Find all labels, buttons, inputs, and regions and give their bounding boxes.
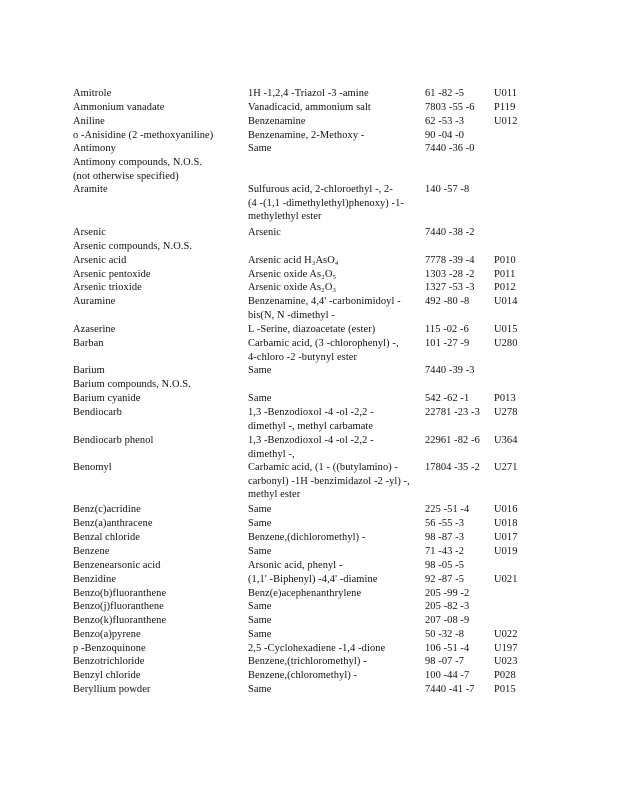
chemical-synonym-line: Same	[248, 504, 272, 515]
waste-code: U019	[494, 546, 518, 557]
substance-name	[73, 559, 161, 573]
cas-number: 101 -27 -9	[425, 338, 470, 349]
substance-name-line: Barium cyanide	[73, 393, 141, 404]
substance-name-line: Benzo(b)fluoranthene	[73, 588, 167, 599]
substance-name	[73, 434, 153, 448]
substance-name	[73, 295, 115, 309]
chemical-synonym-line: Arsenic oxide As₂O₃	[248, 282, 337, 293]
chemical-synonym	[248, 669, 357, 683]
chemical-synonym	[248, 101, 371, 115]
substance-name-line: Arsenic compounds, N.O.S.	[73, 241, 193, 252]
substance-name	[73, 268, 151, 282]
substance-name-line: Benzenearsonic acid	[73, 560, 161, 571]
substance-name-line: Aramite	[73, 184, 108, 195]
substance-name-line: Beryllium powder	[73, 684, 151, 695]
chemical-synonym	[248, 434, 374, 461]
cas-number: 1303 -28 -2	[425, 269, 475, 280]
cas-number: 22781 -23 -3	[425, 407, 480, 418]
waste-code: P013	[494, 393, 516, 404]
chemical-synonym-line: (1,1' -Biphenyl) -4,4' -diamine	[248, 574, 378, 585]
cas-number: 106 -51 -4	[425, 643, 470, 654]
substance-name	[73, 226, 106, 240]
chemical-synonym	[248, 503, 272, 517]
substance-name-line: Benzene	[73, 546, 110, 557]
chemical-synonym-line: Same	[248, 615, 272, 626]
chemical-synonym-line: Same	[248, 143, 272, 154]
chemical-synonym	[248, 183, 404, 224]
chemical-synonym-line: 1,3 -Benzodioxol -4 -ol -2,2 -	[248, 435, 374, 446]
chemical-synonym-line: Sulfurous acid, 2-chloroethyl -, 2-	[248, 184, 393, 195]
cas-number: 92 -87 -5	[425, 574, 464, 585]
chemical-synonym	[248, 642, 385, 656]
cas-number: 542 -62 -1	[425, 393, 470, 404]
substance-name-line: (not otherwise specified)	[73, 170, 179, 182]
waste-code: U023	[494, 656, 518, 667]
waste-code: U280	[494, 338, 518, 349]
substance-name	[73, 614, 166, 628]
waste-code: U271	[494, 462, 518, 473]
substance-name	[73, 142, 116, 156]
waste-code: P011	[494, 269, 516, 280]
chemical-synonym-line: Same	[248, 546, 272, 557]
chemical-synonym	[248, 461, 410, 502]
substance-name-line: Benzal chloride	[73, 532, 140, 543]
chemical-synonym	[248, 559, 343, 573]
chemical-synonym-line: Same	[248, 518, 272, 529]
substance-name	[73, 337, 104, 351]
substance-name-line: o -Anisidine (2 -methoxyaniline)	[73, 130, 214, 141]
chemical-synonym	[248, 115, 306, 129]
waste-code: P028	[494, 670, 516, 681]
cas-number: 90 -04 -0	[425, 130, 464, 141]
chemical-synonym	[248, 545, 272, 559]
substance-name-line: Bendiocarb	[73, 407, 122, 418]
chemical-synonym-line: Benzene,(chloromethyl) -	[248, 670, 358, 681]
waste-code: U015	[494, 324, 518, 335]
waste-code: U012	[494, 116, 518, 127]
chemical-synonym-line: Arsonic acid, phenyl -	[248, 560, 343, 571]
cas-number: 100 -44 -7	[425, 670, 470, 681]
chemical-synonym	[248, 614, 272, 628]
cas-number: 22961 -82 -6	[425, 435, 480, 446]
substance-name-line: Amitrole	[73, 88, 112, 99]
waste-code: U364	[494, 435, 518, 446]
waste-code: U014	[494, 296, 518, 307]
cas-number: 7440 -38 -2	[425, 227, 475, 238]
substance-name	[73, 406, 122, 420]
cas-number: 62 -53 -3	[425, 116, 464, 127]
chemical-synonym-line: (4 -(1,1 -dimethylethyl)phenoxy) -1-	[248, 197, 404, 209]
substance-name	[73, 642, 146, 656]
substance-name-line: Arsenic trioxide	[73, 282, 142, 293]
chemical-synonym-line: bis(N, N -dimethyl -	[248, 309, 335, 321]
waste-code: P015	[494, 684, 516, 695]
chemical-synonym-line: methyl ester	[248, 489, 301, 501]
substance-name-line: Arsenic	[73, 227, 107, 238]
chemical-synonym-line: methylethyl ester	[248, 211, 322, 223]
substance-name	[73, 600, 164, 614]
substance-name	[73, 101, 164, 115]
cas-number: 205 -82 -3	[425, 601, 470, 612]
chemical-synonym	[248, 268, 336, 282]
substance-name-line: Benzidine	[73, 574, 117, 585]
chemical-synonym	[248, 254, 339, 268]
substance-name-line: Auramine	[73, 296, 116, 307]
chemical-synonym-line: 1H -1,2,4 -Triazol -3 -amine	[248, 88, 369, 99]
cas-number: 205 -99 -2	[425, 588, 470, 599]
waste-code: U278	[494, 407, 518, 418]
substance-name	[73, 254, 126, 268]
waste-code: P010	[494, 255, 516, 266]
chemical-synonym	[248, 281, 336, 295]
cas-number: 7803 -55 -6	[425, 102, 475, 113]
chemical-synonym-line: Arsenic oxide As₂O₅	[248, 269, 337, 280]
chemical-synonym	[248, 142, 272, 156]
waste-code: U011	[494, 88, 518, 99]
substance-name-line: Benomyl	[73, 462, 112, 473]
substance-name-line: Benzo(a)pyrene	[73, 629, 141, 640]
substance-name-line: Benzyl chloride	[73, 670, 141, 681]
chemical-synonym	[248, 531, 365, 545]
cas-number: 50 -32 -8	[425, 629, 464, 640]
chemical-synonym-line: L -Serine, diazoacetate (ester)	[248, 324, 376, 335]
chemical-synonym	[248, 364, 272, 378]
substance-name	[73, 461, 112, 475]
chemical-synonym-line: Same	[248, 365, 272, 376]
substance-name-line: Antimony compounds, N.O.S.	[73, 157, 203, 168]
chemical-synonym-line: Benzenamine	[248, 116, 306, 127]
substance-name	[73, 531, 140, 545]
chemical-synonym	[248, 655, 367, 669]
chemical-synonym-line: Benzenamine, 2-Methoxy -	[248, 130, 365, 141]
substance-name-line: Benzo(j)fluoranthene	[73, 601, 164, 612]
waste-code: U018	[494, 518, 518, 529]
chemical-synonym-line: Same	[248, 684, 272, 695]
substance-name-line: Arsenic pentoxide	[73, 269, 151, 280]
substance-name	[73, 378, 191, 392]
chemical-synonym-line: carbonyl) -1H -benzimidazol -2 -yl) -,	[248, 475, 410, 487]
chemical-synonym	[248, 573, 377, 587]
substance-name	[73, 281, 142, 295]
cas-number: 7778 -39 -4	[425, 255, 475, 266]
substance-name	[73, 156, 202, 183]
chemical-synonym	[248, 323, 375, 337]
substance-name	[73, 240, 192, 254]
cas-number: 7440 -39 -3	[425, 365, 475, 376]
substance-name-line: Barium	[73, 365, 105, 376]
cas-number: 71 -43 -2	[425, 546, 464, 557]
substance-name	[73, 628, 141, 642]
chemical-synonym-line: Benz(e)acephenanthrylene	[248, 588, 362, 599]
substance-name-line: Benzotrichloride	[73, 656, 145, 667]
substance-name	[73, 503, 141, 517]
chemical-synonym	[248, 129, 364, 143]
cas-number: 7440 -36 -0	[425, 143, 475, 154]
chemical-synonym-line: Same	[248, 393, 272, 404]
substance-name-line: Benzo(k)fluoranthene	[73, 615, 167, 626]
chemical-synonym-line: dimethyl -,	[248, 448, 295, 460]
chemical-synonym	[248, 587, 361, 601]
substance-name	[73, 545, 109, 559]
chemical-synonym-line: Arsenic	[248, 227, 282, 238]
substance-name-line: Bendiocarb phenol	[73, 435, 154, 446]
chemical-synonym-line: 4-chloro -2 -butynyl ester	[248, 351, 358, 363]
waste-code: U017	[494, 532, 518, 543]
cas-number: 140 -57 -8	[425, 184, 470, 195]
substance-name	[73, 87, 111, 101]
chemical-synonym-line: Carbamic acid, (3 -chlorophenyl) -,	[248, 338, 399, 349]
substance-name	[73, 587, 166, 601]
chemical-synonym	[248, 295, 401, 322]
substance-name-line: Benz(a)anthracene	[73, 518, 153, 529]
chemical-synonym-line: Benzene,(trichloromethyl) -	[248, 656, 367, 667]
substance-name-line: Ammonium vanadate	[73, 102, 165, 113]
chemical-synonym	[248, 337, 399, 364]
chemical-synonym-line: Benzene,(dichloromethyl) -	[248, 532, 366, 543]
cas-number: 225 -51 -4	[425, 504, 470, 515]
substance-name	[73, 655, 144, 669]
waste-code: P119	[494, 102, 516, 113]
chemical-synonym-line: 1,3 -Benzodioxol -4 -ol -2,2 -	[248, 407, 374, 418]
substance-name	[73, 115, 105, 129]
chemical-synonym	[248, 628, 272, 642]
waste-code: U016	[494, 504, 518, 515]
cas-number: 61 -82 -5	[425, 88, 464, 99]
chemical-synonym-line: Arsenic acid H₃AsO₄	[248, 255, 339, 266]
chemical-synonym	[248, 226, 281, 240]
substance-name	[73, 573, 116, 587]
chemical-synonym-line: Same	[248, 601, 272, 612]
substance-name	[73, 364, 105, 378]
cas-number: 98 -05 -5	[425, 560, 464, 571]
substance-name-line: Arsenic acid	[73, 255, 127, 266]
waste-code: U197	[494, 643, 518, 654]
substance-name	[73, 129, 213, 143]
cas-number: 492 -80 -8	[425, 296, 470, 307]
waste-code: P012	[494, 282, 516, 293]
substance-name	[73, 669, 141, 683]
substance-name-line: p -Benzoquinone	[73, 643, 146, 654]
substance-name	[73, 517, 153, 531]
waste-code: U021	[494, 574, 518, 585]
substance-name-line: Benz(c)acridine	[73, 504, 141, 515]
cas-number: 98 -87 -3	[425, 532, 464, 543]
substance-name-line: Barban	[73, 338, 104, 349]
chemical-synonym	[248, 517, 272, 531]
chemical-synonym	[248, 87, 369, 101]
substance-name	[73, 323, 115, 337]
waste-code: U022	[494, 629, 518, 640]
cas-number: 17804 -35 -2	[425, 462, 480, 473]
substance-name	[73, 183, 108, 197]
substance-name-line: Aniline	[73, 116, 105, 127]
substance-name-line: Antimony	[73, 143, 116, 154]
chemical-synonym-line: Vanadicacid, ammonium salt	[248, 102, 371, 113]
cas-number: 7440 -41 -7	[425, 684, 475, 695]
substance-name-line: Azaserine	[73, 324, 116, 335]
cas-number: 56 -55 -3	[425, 518, 464, 529]
cas-number: 115 -02 -6	[425, 324, 469, 335]
chemical-synonym-line: 2,5 -Cyclohexadiene -1,4 -dione	[248, 643, 386, 654]
chemical-synonym	[248, 683, 272, 697]
chemical-synonym	[248, 392, 272, 406]
cas-number: 1327 -53 -3	[425, 282, 475, 293]
cas-number: 207 -08 -9	[425, 615, 470, 626]
chemical-synonym	[248, 406, 374, 433]
chemical-synonym-line: Benzenamine, 4,4' -carbonimidoyl -	[248, 296, 401, 307]
chemical-synonym-line: Carbamic acid, (1 - ((butylamino) -	[248, 462, 399, 473]
chemical-synonym	[248, 600, 272, 614]
substance-name	[73, 683, 151, 697]
chemical-synonym-line: Same	[248, 629, 272, 640]
cas-number: 98 -07 -7	[425, 656, 464, 667]
chemical-synonym-line: dimethyl -, methyl carbamate	[248, 420, 374, 432]
substance-name-line: Barium compounds, N.O.S.	[73, 379, 191, 390]
substance-name	[73, 392, 140, 406]
